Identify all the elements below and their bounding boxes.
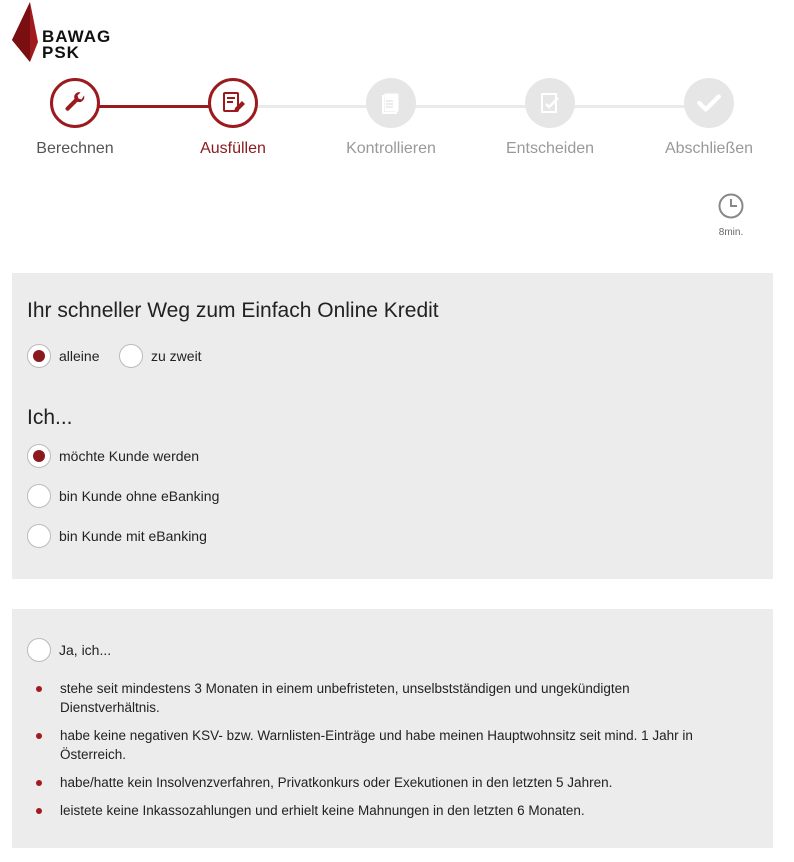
radio-button[interactable] bbox=[27, 444, 51, 468]
document-check-icon bbox=[538, 91, 562, 115]
document-icon bbox=[379, 91, 403, 115]
step-label: Berechnen bbox=[36, 140, 114, 157]
step-circle bbox=[208, 78, 258, 128]
list-item: habe keine negativen KSV- bzw. Warnlisten-Einträge und habe meinen Hauptwohnsitz seit mind. 1 Jahr in Österreich. bbox=[27, 726, 727, 764]
step-berechnen[interactable] bbox=[5, 78, 145, 158]
radio-kunde-mit-ebanking[interactable] bbox=[27, 524, 207, 548]
list-item: habe/hatte kein Insolvenzverfahren, Privatkonkurs oder Exekutionen in den letzten 5 Jahren. bbox=[27, 773, 727, 792]
step-label: Entscheiden bbox=[505, 140, 595, 157]
step-abschliessen bbox=[639, 78, 779, 158]
clock-icon bbox=[717, 192, 745, 220]
list-item: stehe seit mindestens 3 Monaten in einem unbefristeten, unselbstständigen und ungekündigten Dienstverhältnis. bbox=[27, 679, 727, 717]
application-type-section bbox=[12, 273, 773, 579]
wrench-icon bbox=[63, 91, 87, 115]
radio-label: Ja, ich... bbox=[59, 642, 112, 658]
radio-label: alleine bbox=[59, 348, 100, 364]
step-kontrollieren bbox=[321, 78, 461, 158]
radio-button[interactable] bbox=[27, 524, 51, 548]
logo-text-bawag: BAWAG bbox=[42, 27, 112, 46]
section-title: Ihr schneller Weg zum Einfach Online Kredit bbox=[27, 299, 439, 322]
radio-button[interactable] bbox=[27, 484, 51, 508]
duration-indicator bbox=[716, 192, 746, 238]
bawag-logo-mark bbox=[12, 2, 42, 64]
radio-button[interactable] bbox=[119, 344, 143, 368]
radio-label: bin Kunde ohne eBanking bbox=[59, 488, 220, 504]
radio-label: bin Kunde mit eBanking bbox=[59, 528, 207, 544]
radio-kunde-ohne-ebanking[interactable] bbox=[27, 484, 219, 508]
check-icon bbox=[696, 90, 722, 116]
duration-label: 8min. bbox=[718, 227, 744, 238]
step-label: Ausfüllen bbox=[200, 140, 266, 157]
step-label: Abschließen bbox=[664, 140, 754, 157]
radio-label: möchte Kunde werden bbox=[59, 448, 200, 464]
step-circle bbox=[50, 78, 100, 128]
radio-label: zu zweit bbox=[151, 348, 202, 364]
eligibility-criteria-list bbox=[27, 679, 727, 829]
step-entscheiden bbox=[480, 78, 620, 158]
step-label: Kontrollieren bbox=[346, 140, 436, 157]
radio-alleine[interactable] bbox=[27, 344, 99, 368]
radio-button[interactable] bbox=[27, 638, 51, 662]
radio-ja-ich[interactable] bbox=[27, 638, 111, 662]
list-item: leistete keine Inkassozahlungen und erhielt keine Mahnungen in den letzten 6 Monaten. bbox=[27, 801, 727, 820]
step-ausfuellen[interactable] bbox=[163, 78, 303, 158]
eligibility-section bbox=[12, 609, 773, 848]
form-edit-icon bbox=[221, 91, 245, 115]
step-circle bbox=[525, 78, 575, 128]
progress-stepper bbox=[0, 78, 794, 168]
logo-text-psk: PSK bbox=[42, 43, 80, 62]
step-circle bbox=[684, 78, 734, 128]
bawag-psk-logo[interactable] bbox=[12, 2, 142, 64]
step-circle bbox=[366, 78, 416, 128]
radio-kunde-werden[interactable] bbox=[27, 444, 199, 468]
ich-heading: Ich... bbox=[27, 406, 73, 429]
radio-zu-zweit[interactable] bbox=[119, 344, 202, 368]
radio-button[interactable] bbox=[27, 344, 51, 368]
